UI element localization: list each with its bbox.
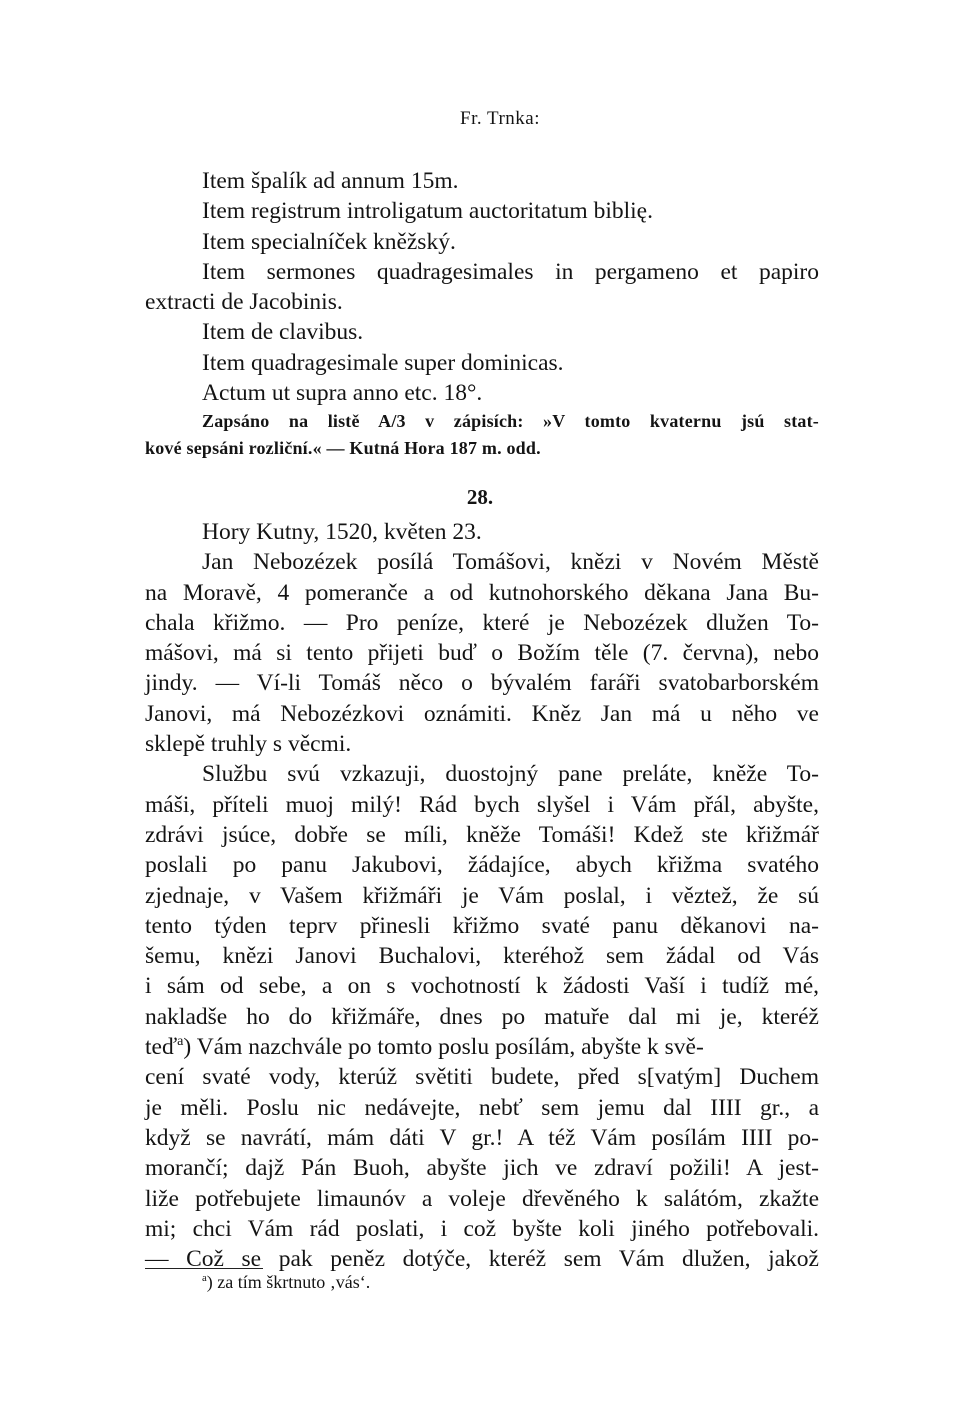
- document-body: [145, 517, 819, 1274]
- summary-line: chala křižmo. — Pro peníze, které je Nebozézek dlužen To-: [145, 609, 819, 636]
- summary-line: Janovi, má Nebozézkovi oznámiti. Kněz Jan má u něho ve: [145, 700, 819, 727]
- footnote: [202, 1272, 370, 1293]
- running-header: Fr. Trnka:: [460, 108, 540, 129]
- archival-note: [145, 408, 819, 462]
- list-item: Item registrum introligatum auctoritatum biblię.: [202, 198, 653, 225]
- letter-line: tento týden teprv přinesli křižmo svaté panu děkanovi na-: [145, 912, 819, 939]
- letter-line: máši, příteli muoj milý! Rád bych slyšel i Vám přál, abyšte,: [145, 791, 819, 818]
- note-line: kové sepsáni rozliční.« — Kutná Hora 187 m. odd.: [145, 438, 541, 458]
- summary-line: sklepě truhly s věcmi.: [145, 731, 352, 758]
- list-item: Item quadragesimale super dominicas.: [202, 349, 564, 376]
- letter-line: nakladše ho do křižmáře, dnes po matuře dal mi je, kteréž: [145, 1003, 819, 1030]
- letter-word: teď: [145, 1034, 178, 1061]
- letter-line: zjednaje, v Vašem křižmáři je Vám poslal, i věztež, že sú: [145, 882, 819, 909]
- list-item-continuation: extracti de Jacobinis.: [145, 289, 343, 316]
- letter-line: poslali po panu Jakubovi, žádajíce, abych křižma svatého: [145, 852, 819, 879]
- letter-line: Službu svú vzkazuji, duostojný pane preláte, kněže To-: [202, 761, 819, 788]
- letter-line: morančí; dajž Pán Buoh, abyšte jich ve zdraví požili! A jest-: [145, 1155, 819, 1182]
- summary-line: Jan Nebozézek posílá Tomášovi, knězi v Novém Městě: [202, 549, 819, 576]
- place-date: Hory Kutny, 1520, květen 23.: [202, 519, 482, 545]
- list-item: Actum ut supra anno etc. 18°.: [202, 380, 483, 407]
- letter-line-with-footnote-ref: [145, 1032, 819, 1062]
- letter-line: liže potřebujete limaunóv a voleje dřevěného k salátóm, zkažte: [145, 1185, 819, 1212]
- letter-line: — Což se pak peněz dotýče, kteréž sem Vám dlužen, jakož: [145, 1246, 819, 1273]
- footnote-text: ) za tím škrtnuto ‚vás‘.: [206, 1272, 371, 1292]
- letter-line: je měli. Poslu nic nedávejte, nebť sem jemu dal IIII gr., a: [145, 1094, 819, 1121]
- letter-line: i sám od sebe, a on s vochotností k žádosti Vaší i tudíž mé,: [145, 973, 819, 1000]
- note-line: Zapsáno na listě A/3 v zápisích: »V tomto kvaternu jsú stat-: [202, 411, 819, 431]
- document-number: 28.: [466, 485, 494, 509]
- summary-line: na Moravě, 4 pomeranče a od kutnohorského děkana Jana Bu-: [145, 579, 819, 606]
- letter-text: ) Vám nazchvále po tomto poslu posílám, abyšte k svě-: [183, 1034, 704, 1061]
- letter-line: šemu, knězi Janovi Buchalovi, kteréhož sem žádal od Vás: [145, 943, 819, 970]
- footnote-reference: a: [177, 1033, 184, 1050]
- list-item: Item špalík ad annum 15m.: [202, 168, 459, 194]
- list-item: Item de clavibus.: [202, 319, 364, 346]
- summary-line: mášovi, má si tento přijeti buď o Božím těle (7. června), nebo: [145, 640, 819, 667]
- list-item: Item sermones quadragesimales in pergameno et papiro: [202, 258, 819, 285]
- letter-line: cení svaté vody, kterúž světiti budete, před s[vatým] Duchem: [145, 1064, 819, 1091]
- footnote-divider: [145, 1268, 263, 1269]
- letter-line: když se navrátí, mám dáti V gr.! A též Vám posílám IIII po-: [145, 1124, 819, 1151]
- letter-line: mi; chci Vám rád poslati, i což byšte koli jiného potřebovali.: [145, 1215, 819, 1242]
- summary-line: jindy. — Ví-li Tomáš něco o bývalém faráři svatobarborském: [145, 670, 819, 697]
- list-item: Item specialníček kněžský.: [202, 228, 456, 255]
- letter-line: zdrávi jsúce, dobře se míli, kněže Tomáši! Kdež ste křižmář: [145, 821, 819, 848]
- footnote-marker: a: [202, 1272, 207, 1284]
- inventory-list: [145, 166, 819, 408]
